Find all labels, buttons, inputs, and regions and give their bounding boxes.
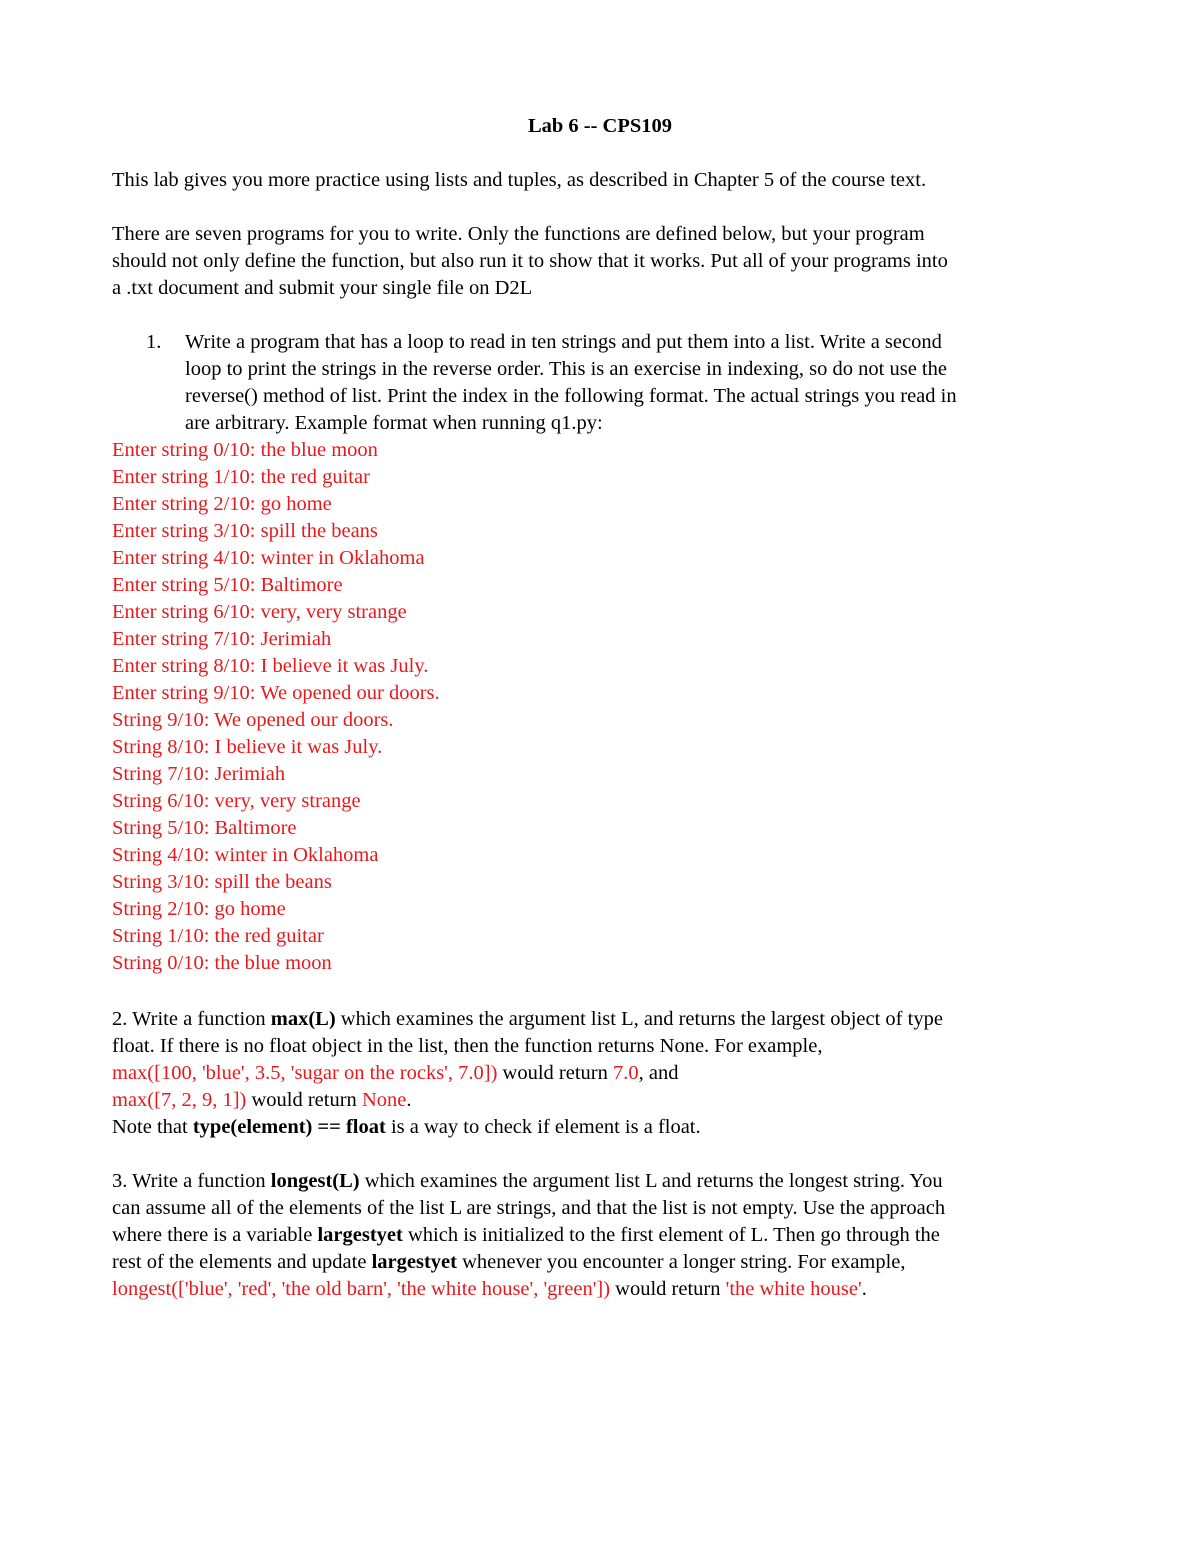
q2-example-2: max([7, 2, 9, 1]) would return None. xyxy=(112,1089,412,1111)
q3-line-2: can assume all of the elements of the list L are strings, and that the list is not empty. Use the approach xyxy=(112,1197,946,1219)
q2-example-1: max([100, 'blue', 3.5, 'sugar on the rocks', 7.0]) would return 7.0, and xyxy=(112,1062,679,1084)
intro-paragraph: This lab gives you more practice using lists and tuples, as described in Chapter 5 of the course text. xyxy=(112,169,927,191)
q2-note: Note that type(element) == float is a way to check if element is a float. xyxy=(112,1116,701,1138)
q3-example: longest(['blue', 'red', 'the old barn', 'the white house', 'green']) would return 'the white house'. xyxy=(112,1278,867,1300)
q1-output-line: String 2/10: go home xyxy=(112,898,286,920)
q2-line-2: float. If there is no float object in the list, then the function returns None. For example, xyxy=(112,1035,823,1057)
q1-output-line: String 1/10: the red guitar xyxy=(112,925,324,947)
q1-output-line: Enter string 2/10: go home xyxy=(112,493,332,515)
page-title: Lab 6 -- CPS109 xyxy=(527,115,673,137)
q1-output-line: Enter string 0/10: the blue moon xyxy=(112,439,378,461)
q1-output-line: Enter string 5/10: Baltimore xyxy=(112,574,343,596)
q3-function-name: longest(L) xyxy=(270,1170,360,1192)
instructions-line-2: should not only define the function, but also run it to show that it works. Put all of your programs into xyxy=(112,250,948,272)
q3-line-1: 3. Write a function longest(L) which examines the argument list L and returns the longest string. You xyxy=(112,1170,943,1192)
q3-line-4: rest of the elements and update largestyet whenever you encounter a longer string. For example, xyxy=(112,1251,906,1273)
q1-output-line: String 6/10: very, very strange xyxy=(112,790,361,812)
q1-output-line: String 5/10: Baltimore xyxy=(112,817,297,839)
q1-output-line: String 9/10: We opened our doors. xyxy=(112,709,394,731)
q2-function-name: max(L) xyxy=(270,1008,336,1030)
q1-output-line: Enter string 1/10: the red guitar xyxy=(112,466,370,488)
q1-output-line: Enter string 4/10: winter in Oklahoma xyxy=(112,547,425,569)
q1-number: 1. xyxy=(146,331,162,353)
q1-line-2: loop to print the strings in the reverse order. This is an exercise in indexing, so do not use the xyxy=(185,358,947,380)
q2-line-1: 2. Write a function max(L) which examines the argument list L, and returns the largest object of type xyxy=(112,1008,943,1030)
q1-output-line: Enter string 6/10: very, very strange xyxy=(112,601,407,623)
q1-output-line: Enter string 7/10: Jerimiah xyxy=(112,628,332,650)
q1-line-3: reverse() method of list. Print the index in the following format. The actual strings you read in xyxy=(185,385,957,407)
instructions-line-3: a .txt document and submit your single file on D2L xyxy=(112,277,533,299)
q3-line-3: where there is a variable largestyet which is initialized to the first element of L. Then go through the xyxy=(112,1224,940,1246)
q1-output-line: String 3/10: spill the beans xyxy=(112,871,332,893)
q1-output-line: String 4/10: winter in Oklahoma xyxy=(112,844,379,866)
q1-output-line: Enter string 9/10: We opened our doors. xyxy=(112,682,440,704)
q1-output-line: Enter string 3/10: spill the beans xyxy=(112,520,378,542)
q1-line-4: are arbitrary. Example format when running q1.py: xyxy=(185,412,603,434)
q1-line-1: Write a program that has a loop to read in ten strings and put them into a list. Write a second xyxy=(185,331,942,353)
q1-output-line: Enter string 8/10: I believe it was July. xyxy=(112,655,429,677)
q1-output-line: String 8/10: I believe it was July. xyxy=(112,736,383,758)
instructions-line-1: There are seven programs for you to write. Only the functions are defined below, but your program xyxy=(112,223,925,245)
q1-output-line: String 0/10: the blue moon xyxy=(112,952,332,974)
q1-output-line: String 7/10: Jerimiah xyxy=(112,763,286,785)
